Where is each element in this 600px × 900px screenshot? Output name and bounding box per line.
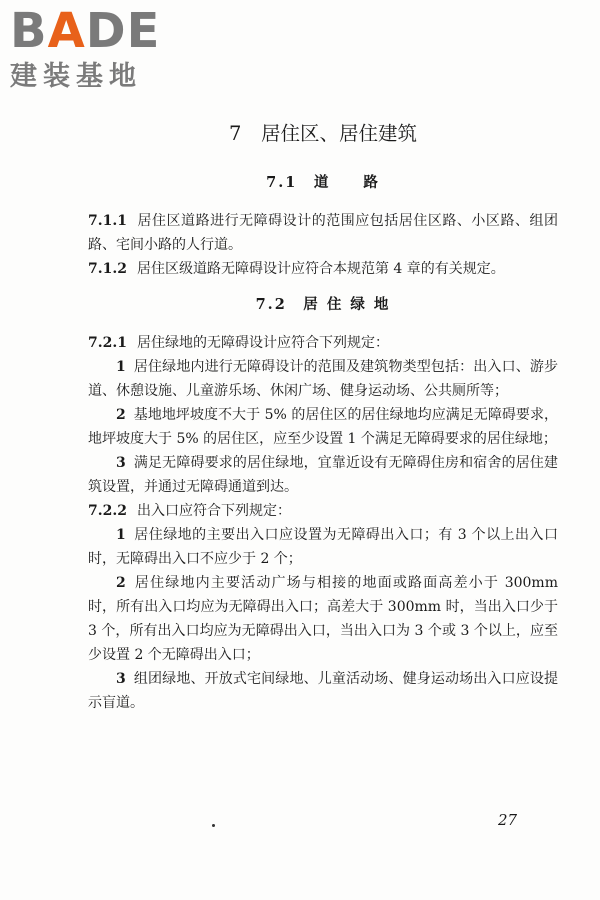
section-title-7-1: 7.1 道 路: [266, 174, 380, 191]
clause-7-2-1-item-1: 1 居住绿地内进行无障碍设计的范围及建筑物类型包括：出入口、游步道、休憩设施、儿童游乐场、休闲广场、健身运动场、公共厕所等；: [88, 359, 558, 399]
clause-7-2-2-item-2: 2 居住绿地内主要活动广场与相接的地面或路面高差小于 300mm 时，所有出入口均应为无障碍出入口；高差大于 300mm 时，当出入口少于 3 个，所有出入口均应为无障碍出入口，当出入口为 3 个或 3 个以上，应至少设置 2 个无障碍出入口；: [88, 575, 558, 663]
clause-7-2-1-item-2: 2 基地地坪坡度不大于 5% 的居住区的居住绿地均应满足无障碍要求，地坪坡度大于 5% 的居住区，应至少设置 1 个满足无障碍要求的居住绿地；: [88, 407, 558, 447]
clause-7-1-2: 7.1.2 居住区级道路无障碍设计应符合本规范第 4 章的有关规定。: [88, 261, 505, 277]
scan-dot: [212, 824, 215, 827]
logo: [10, 3, 180, 94]
logo-brand: BADE: [10, 3, 161, 59]
page-number: 27: [498, 811, 518, 829]
section-title-7-2: 7.2 居 住 绿 地: [255, 296, 391, 313]
clause-7-2-2: 7.2.2 出入口应符合下列规定：: [88, 503, 291, 519]
clause-7-1-1: 7.1.1 居住区道路进行无障碍设计的范围应包括居住区路、小区路、组团路、宅间小路的人行道。: [88, 213, 558, 253]
clause-7-2-1: 7.2.1 居住绿地的无障碍设计应符合下列规定：: [88, 335, 389, 351]
clause-7-2-2-item-1: 1 居住绿地的主要出入口应设置为无障碍出入口；有 3 个以上出入口时，无障碍出入口不应少于 2 个；: [88, 527, 558, 567]
chapter-title: 7 居住区、居住建筑: [229, 122, 417, 145]
page-content: [88, 117, 558, 715]
logo-subtitle: 建装基地: [10, 61, 142, 92]
clause-7-2-1-item-3: 3 满足无障碍要求的居住绿地，宜靠近设有无障碍住房和宿舍的居住建筑设置，并通过无障碍通道到达。: [88, 455, 558, 495]
clause-7-2-2-item-3: 3 组团绿地、开放式宅间绿地、儿童活动场、健身运动场出入口应设提示盲道。: [88, 671, 558, 711]
